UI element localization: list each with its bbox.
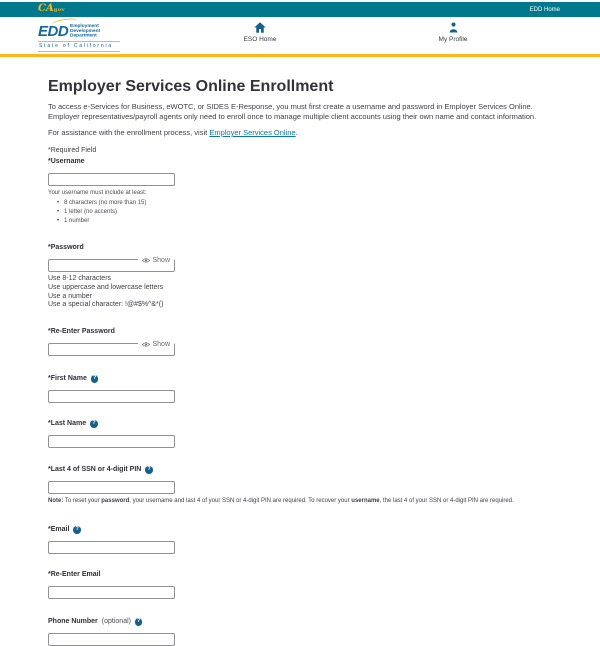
nav-eso-home[interactable] [232,22,288,43]
username-rules-list [48,199,552,226]
nav-eso-home-label: ESO Home [243,36,277,43]
username-rule: • 1 letter (no accents) [48,208,552,217]
site-header [0,17,600,57]
eye-icon [142,342,150,347]
first-name-group [48,374,552,403]
email-label: *Email ? [48,525,552,535]
help-icon[interactable]: ? [91,375,99,383]
ssn-pin-label: *Last 4 of SSN or 4-digit PIN ? [48,465,552,475]
edd-logo-words: Employment Development Department [70,23,101,39]
page-title: Employer Services Online Enrollment [48,78,334,95]
reenter-password-label: *Re-Enter Password [48,328,115,336]
email-group [48,525,552,554]
username-hint-title: Your username must include at least: [48,190,147,196]
edd-logo-acronym: EDD [38,22,69,40]
reenter-password-group [48,327,552,356]
ssn-pin-note: Note: To reset your password, your username and last 4 of your SSN or 4-digit PIN are required. To recover your username, the last 4 of your SSN or 4-digit PIN are required. [48,498,514,505]
password-group [48,243,552,310]
username-group [48,157,552,226]
profile-icon [448,22,459,33]
help-icon[interactable]: ? [135,618,143,626]
home-icon [254,22,266,33]
nav-my-profile[interactable] [425,22,481,43]
ssn-pin-group [48,465,552,505]
reenter-email-input[interactable] [48,586,175,599]
topbar [0,2,600,17]
username-rule: • 1 number [48,217,552,226]
username-label: *Username [48,158,85,165]
last-name-input[interactable] [48,435,175,448]
help-icon[interactable]: ? [90,420,98,428]
main-content [0,57,600,646]
help-icon[interactable]: ? [145,466,153,474]
password-show-button[interactable]: Show [138,255,174,266]
reenter-email-group [48,570,552,599]
ssn-pin-input[interactable] [48,481,175,494]
help-icon[interactable]: ? [73,526,81,534]
edd-logo-tagline: State of California [38,41,120,52]
eye-icon [142,258,150,263]
intro-paragraph: To access e-Services for Business, eWOTC, or SIDES E-Response, you must first create a username and password in Employer Services Online. Employer representatives/payroll agents only need to enroll once to manage multiple client accounts using their own name and contact information. [48,102,537,121]
employer-services-online-link[interactable]: Employer Services Online [209,128,296,137]
edd-logo[interactable] [38,22,120,52]
first-name-label: *First Name ? [48,374,552,384]
email-input[interactable] [48,541,175,554]
password-rules: Use 8-12 characters Use uppercase and lowercase letters Use a number Use a special character: !@#$%^&*() [48,275,164,309]
ca-gov-logo[interactable] [38,4,65,15]
last-name-label: *Last Name ? [48,419,552,429]
phone-group [48,617,552,646]
required-field-note: *Required Field [48,147,97,154]
assistance-line: For assistance with the enrollment process, visit Employer Services Online. [48,128,298,137]
password-label: *Password [48,244,84,251]
edd-home-link[interactable]: EDD Home [529,6,560,13]
username-rule: • 8 characters (no more than 15) [48,199,552,208]
last-name-group [48,419,552,448]
nav-my-profile-label: My Profile [438,36,468,43]
phone-input[interactable] [48,633,175,646]
ca-gov-logo-gov-text: gov [53,7,65,13]
reenter-email-label: *Re-Enter Email [48,571,101,579]
reenter-password-show-button[interactable]: Show [138,339,174,350]
ca-gov-logo-text: CA [38,3,54,14]
first-name-input[interactable] [48,390,175,403]
phone-label: Phone Number (optional) ? [48,617,552,627]
username-input[interactable] [48,173,175,186]
